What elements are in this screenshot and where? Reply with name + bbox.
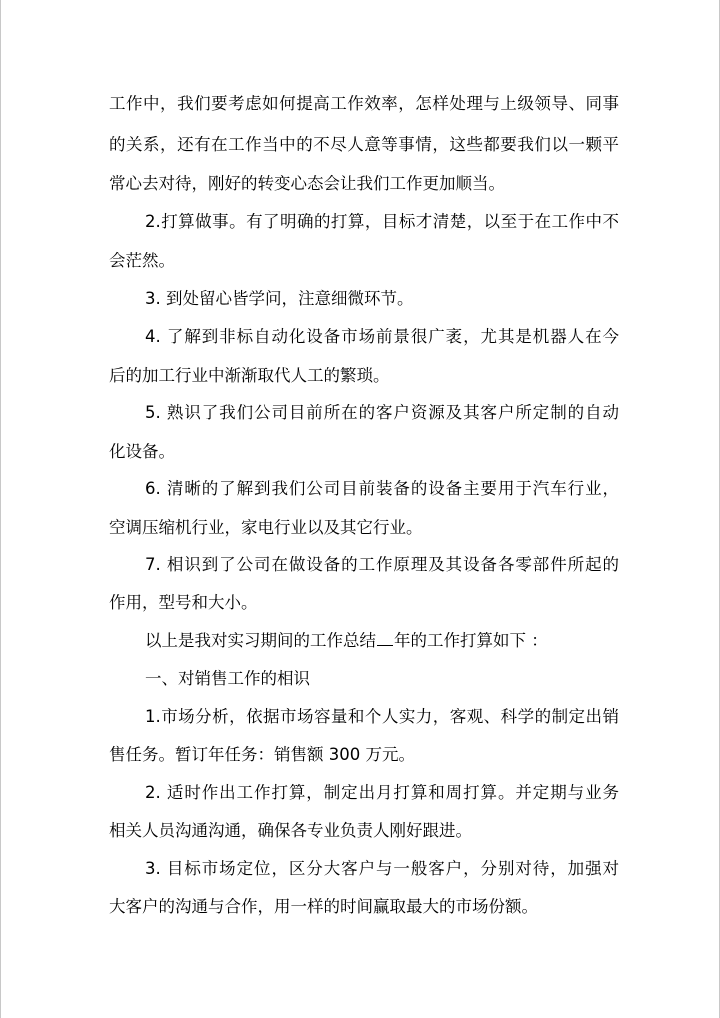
text-line: 6. 清晰的了解到我们公司目前装备的设备主要用于汽车行业， [145, 479, 619, 498]
text-line: 3. 目标市场定位，区分大客户与一般客户，分别对待，加强对 [145, 859, 619, 878]
text-line: 4. 了解到非标自动化设备市场前景很广袤，尤其是机器人在今 [145, 327, 619, 346]
text-line: 大客户的沟通与合作，用一样的时间赢取最大的市场份额。 [109, 897, 538, 916]
text-line: 常心去对待，刚好的转变心态会让我们工作更加顺当。 [109, 174, 505, 193]
text-line [145, 630, 619, 652]
text-line: 空调压缩机行业，家电行业以及其它行业。 [109, 518, 423, 537]
section-heading: 一、对销售工作的相识 [145, 669, 310, 688]
text-line: 作用，型号和大小。 [109, 593, 258, 612]
text-line: 会茫然。 [109, 251, 175, 270]
text-line: 相关人员沟通沟通，确保各专业负责人刚好跟进。 [109, 821, 472, 840]
text-line: 化设备。 [109, 442, 175, 461]
text-line: 2.打算做事。有了明确的打算，目标才清楚，以至于在工作中不 [145, 212, 619, 231]
text-line: 工作中，我们要考虑如何提高工作效率，怎样处理与上级领导、同事 [109, 94, 619, 113]
text-line: 1.市场分析，依据市场容量和个人实力，客观、科学的制定出销 [145, 707, 619, 726]
text-fragment: 以上是我对实习期间的工作总结 [145, 631, 376, 650]
text-line: 后的加工行业中渐渐取代人工的繁琐。 [109, 366, 390, 385]
fill-in-blank [377, 631, 393, 646]
text-fragment: 年的工作打算如下 ： [394, 631, 548, 650]
text-line: 的关系，还有在工作当中的不尽人意等事情，这些都要我们以一颗平 [109, 135, 619, 154]
text-line: 2. 适时作出工作打算，制定出月打算和周打算。并定期与业务 [145, 783, 619, 802]
text-line: 售任务。暂订年任务：销售额 300 万元。 [109, 745, 415, 764]
text-line: 7. 相识到了公司在做设备的工作原理及其设备各零部件所起的 [145, 555, 619, 574]
text-line: 3. 到处留心皆学问，注意细微环节。 [145, 289, 414, 308]
text-line: 5. 熟识了我们公司目前所在的客户资源及其客户所定制的自动 [145, 403, 619, 422]
